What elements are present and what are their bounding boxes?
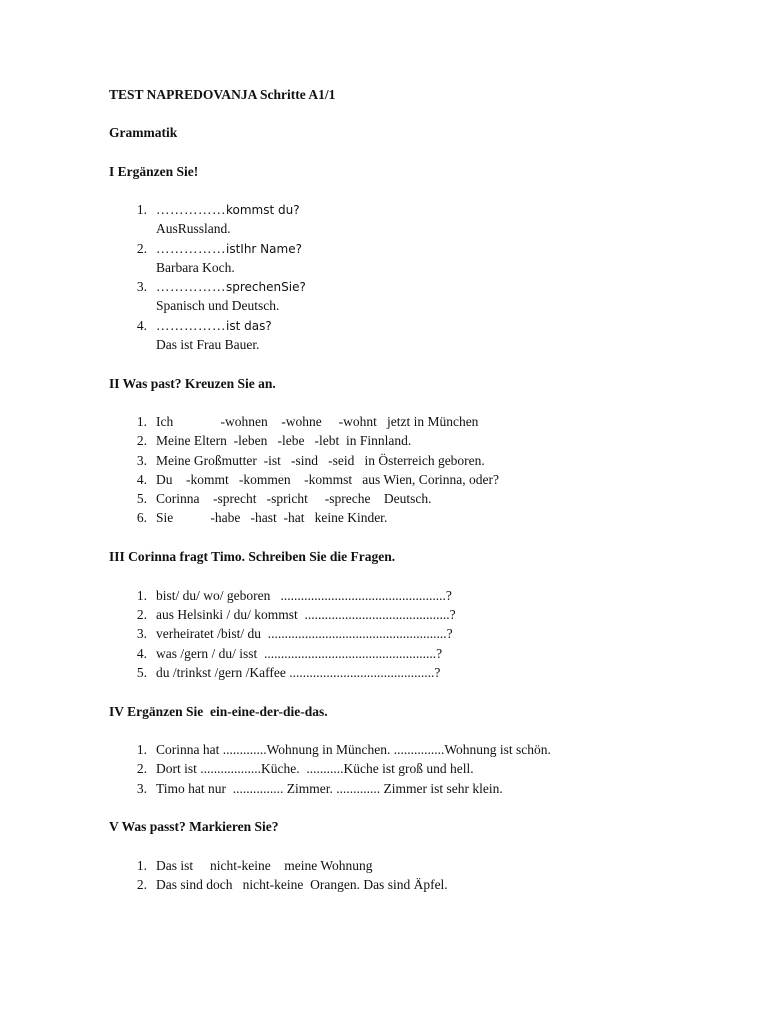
item-number: 2. bbox=[136, 241, 147, 256]
section-3-heading: III Corinna fragt Timo. Schreiben Sie die Fragen. bbox=[109, 549, 396, 564]
question-text: kommst du? bbox=[226, 203, 300, 217]
blank-dots: …………… bbox=[156, 318, 226, 333]
item-number: 2. bbox=[136, 761, 147, 776]
exercise-line: Corinna -sprecht -spricht -spreche Deutsch. bbox=[156, 491, 432, 506]
exercise-line: Das ist nicht-keine meine Wohnung bbox=[156, 858, 373, 873]
item-number: 6. bbox=[136, 510, 147, 525]
item-number: 4. bbox=[136, 472, 147, 487]
section-1-heading: I Ergänzen Sie! bbox=[109, 164, 199, 179]
exercise-line: du /trinkst /gern /Kaffee ...........................................? bbox=[156, 665, 441, 680]
item-number: 3. bbox=[136, 453, 147, 468]
exercise-line: Timo hat nur ............... Zimmer. ............. Zimmer ist sehr klein. bbox=[156, 781, 503, 796]
exercise-line: Dort ist ..................Küche. ...........Küche ist groß und hell. bbox=[156, 761, 474, 776]
exercise-line: was /gern / du/ isst ...................................................? bbox=[156, 646, 443, 661]
item-number: 3. bbox=[136, 781, 147, 796]
answer-text: Spanisch und Deutsch. bbox=[156, 298, 280, 313]
item-number: 2. bbox=[136, 607, 147, 622]
fill-in-question bbox=[156, 201, 300, 219]
fill-in-question bbox=[156, 317, 272, 335]
document-title: TEST NAPREDOVANJA Schritte A1/1 bbox=[109, 87, 336, 102]
section-2-heading: II Was past? Kreuzen Sie an. bbox=[109, 376, 276, 391]
exercise-line: Meine Großmutter -ist -sind -seid in Österreich geboren. bbox=[156, 453, 485, 468]
answer-text: Barbara Koch. bbox=[156, 260, 235, 275]
item-number: 2. bbox=[136, 877, 147, 892]
fill-in-question bbox=[156, 240, 302, 258]
exercise-line: Das sind doch nicht-keine Orangen. Das sind Äpfel. bbox=[156, 877, 448, 892]
question-text: ist das? bbox=[226, 319, 272, 333]
question-text: istIhr Name? bbox=[226, 242, 302, 256]
item-number: 4. bbox=[136, 646, 147, 661]
item-number: 1. bbox=[136, 742, 147, 757]
item-number: 4. bbox=[136, 318, 147, 333]
blank-dots: …………… bbox=[156, 241, 226, 256]
section-4-heading: IV Ergänzen Sie ein-eine-der-die-das. bbox=[109, 704, 328, 719]
item-number: 1. bbox=[136, 858, 147, 873]
exercise-line: verheiratet /bist/ du .....................................................? bbox=[156, 626, 453, 641]
exercise-line: aus Helsinki / du/ kommst ...........................................? bbox=[156, 607, 456, 622]
item-number: 1. bbox=[136, 588, 147, 603]
item-number: 1. bbox=[136, 202, 147, 217]
exercise-line: Sie -habe -hast -hat keine Kinder. bbox=[156, 510, 388, 525]
fill-in-question bbox=[156, 278, 306, 296]
item-number: 2. bbox=[136, 433, 147, 448]
blank-dots: …………… bbox=[156, 202, 226, 217]
exercise-line: Meine Eltern -leben -lebe -lebt in Finnland. bbox=[156, 433, 412, 448]
item-number: 3. bbox=[136, 626, 147, 641]
answer-text: Das ist Frau Bauer. bbox=[156, 337, 260, 352]
exercise-line: Ich -wohnen -wohne -wohnt jetzt in München bbox=[156, 414, 479, 429]
answer-text: AusRussland. bbox=[156, 221, 231, 236]
blank-dots: …………… bbox=[156, 279, 226, 294]
exercise-line: Du -kommt -kommen -kommst aus Wien, Corinna, oder? bbox=[156, 472, 500, 487]
item-number: 5. bbox=[136, 491, 147, 506]
item-number: 5. bbox=[136, 665, 147, 680]
question-text: sprechenSie? bbox=[226, 280, 306, 294]
item-number: 3. bbox=[136, 279, 147, 294]
exercise-line: Corinna hat .............Wohnung in München. ...............Wohnung ist schön. bbox=[156, 742, 551, 757]
document-subtitle: Grammatik bbox=[109, 125, 178, 140]
exercise-line: bist/ du/ wo/ geboren .................................................? bbox=[156, 588, 452, 603]
item-number: 1. bbox=[136, 414, 147, 429]
section-5-heading: V Was passt? Markieren Sie? bbox=[109, 819, 279, 834]
